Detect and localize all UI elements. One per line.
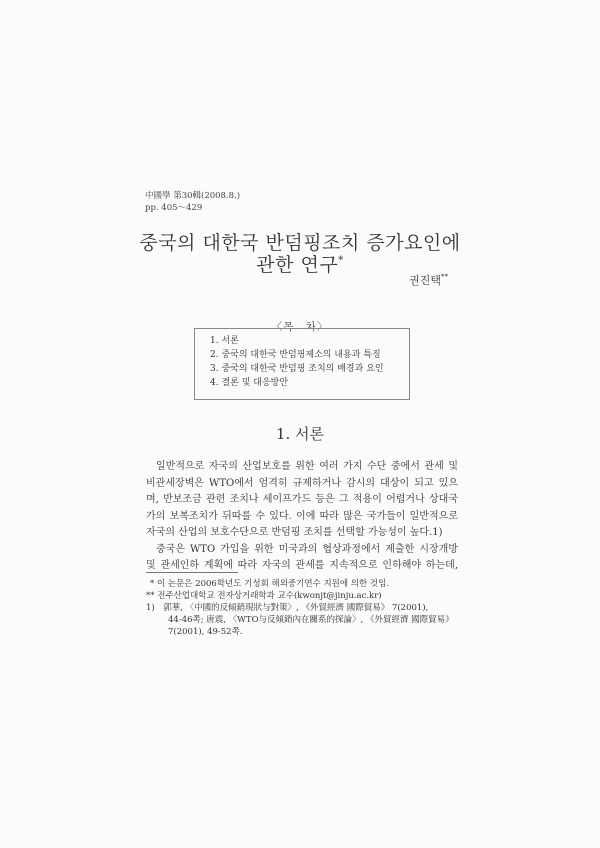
body-line: 며, 반보조금 관련 조치나 세이프가드 등은 그 적용이 어렵거나 상대국	[146, 494, 458, 505]
author-name: 권진택	[409, 274, 441, 287]
toc-item: 3. 중국의 대한국 반덤핑 조치의 배경과 요인	[210, 364, 384, 374]
toc-item: 4. 결론 및 대응방안	[210, 378, 289, 388]
journal-pages: pp. 405～429	[145, 203, 203, 213]
section-heading: 1. 서론	[275, 425, 325, 443]
body-paragraph	[146, 459, 458, 575]
body-line: 가의 보복조치가 뒤따를 수 있다. 이에 따라 많은 국가들이 일반적으로	[146, 510, 458, 522]
toc-label: 〈목 차〉	[271, 321, 329, 333]
paper-title-line1: 중국의 대한국 반덤핑조치 증가요인에	[139, 232, 461, 254]
footnote-divider	[146, 572, 238, 573]
footnote-3-end: 7(2001), 49-52쪽.	[168, 627, 243, 637]
author	[409, 272, 448, 288]
paper-title-line2: 관한 연구	[256, 254, 339, 276]
body-line: 비관세장벽은 WTO에서 엄격히 규제하거나 감시의 대상이 되고 있으	[146, 477, 458, 489]
paper-title-second-line	[0, 250, 600, 277]
toc-item: 2. 중국의 대한국 반덤핑제소의 내용과 특징	[210, 350, 381, 360]
toc-item: 1. 서론	[210, 336, 239, 346]
footnote-3-continued: 44-46쪽; 唐震, 〈WTO与反傾銷內在關系的探論〉, 《外貿經濟 國際貿易》	[168, 615, 454, 625]
toc-list	[210, 334, 384, 390]
body-line: 중국은 WTO 가입을 위한 미국과의 협상과정에서 제출한 시장개방	[156, 543, 458, 555]
footnote-1: * 이 논문은 2006학년도 기성회 해외중기연수 지원에 의한 것임.	[150, 579, 390, 589]
body-line: 자국의 산업의 보호수단으로 반덤핑 조치를 선택할 가능성이 높다.1)	[146, 527, 443, 538]
body-line: 및 관세인하 계획에 따라 자국의 관세를 지속적으로 인하해야 하는데,	[146, 560, 458, 571]
journal-issue: 中國學 第30輯(2008.8.)	[145, 191, 241, 201]
author-footnote-mark: **	[441, 273, 448, 281]
footnote-3: 1) 郭華, 〈中國的反傾銷現狀与對策〉, 《外貿經濟 國際貿易》 7(2001),	[146, 603, 429, 613]
footnote-2: ** 전주산업대학교 전자상거래학과 교수(kwonjt@jinju.ac.kr)	[146, 591, 382, 601]
body-line: 일반적으로 자국의 산업보호를 위한 여러 가지 수단 중에서 관세 및	[156, 461, 458, 472]
title-footnote-mark: *	[338, 255, 344, 266]
